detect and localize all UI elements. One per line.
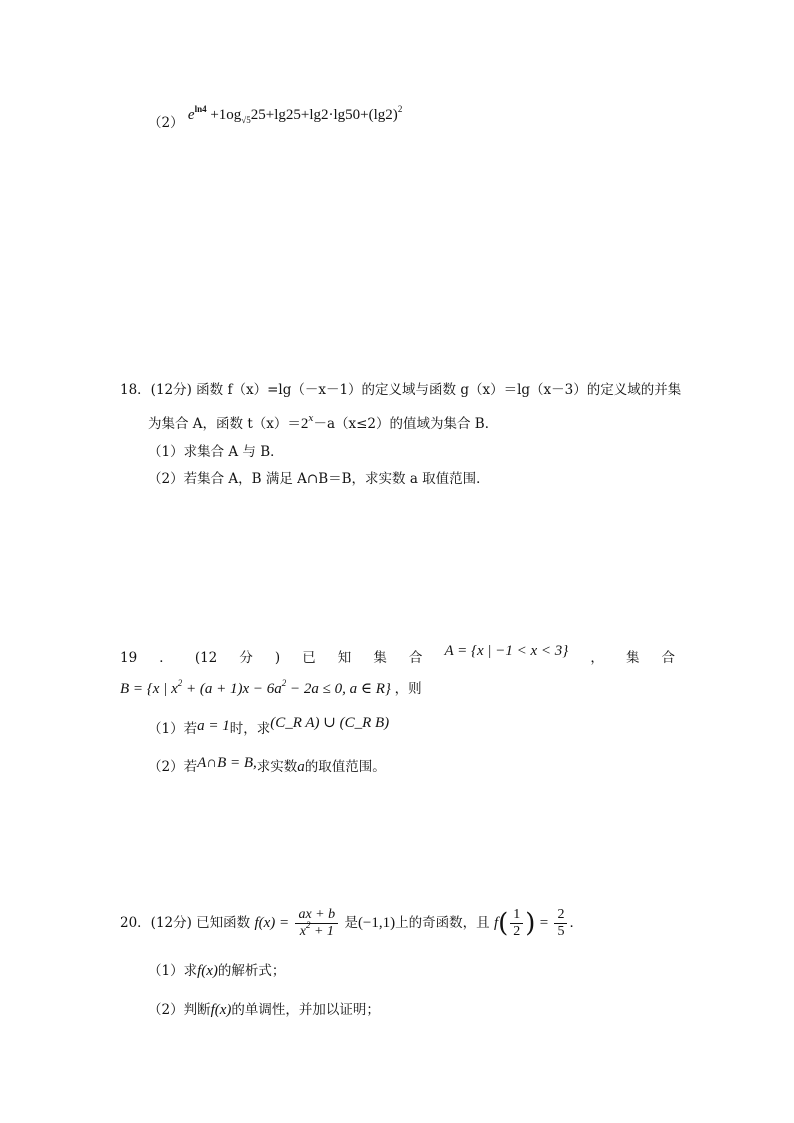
question-18-sub2: （2）若集合 A，B 满足 A∩B＝B，求实数 a 取值范围．: [148, 471, 490, 487]
question-19-set-b: B = {x | $x^2 + (a + 1)x - 6a^2 - 2a \le 0$, a ∈ R} ，则: [120, 678, 422, 697]
question-18-sub1: （1）求集合 A 与 B．: [148, 444, 284, 460]
function-f: f(x) =: [254, 915, 290, 931]
question-20-head: 20．(12分) 已知函数 f(x) = $\frac{ax + b}{x^2 + 1}$ 是(−1,1)上的奇函数，且 f( $\frac{1}{2}$ ) = $\frac{2}{5}$ ．: [120, 907, 583, 939]
part-label: （2）: [148, 115, 184, 131]
fraction-two-fifths: $\frac{2}{5}$: [554, 908, 567, 939]
question-20-sub2: （2）判断f(x)的单调性，并加以证明；: [148, 1002, 380, 1018]
question-20-sub1: （1）求f(x)的解析式；: [148, 963, 286, 979]
log-expression: $e^{ln4} +1og_{√5}25+\lg 25+\lg 2\cdot\lg 50+(\lg 2)^2$: [187, 104, 403, 125]
fraction-one-half: $\frac{1}{2}$: [510, 908, 523, 939]
question-18-line2: 为集合 A，函数 $t(x)=2^x-a(x\le 2)$的值域为集合 B．: [148, 414, 499, 432]
problem-17-part2: [148, 104, 403, 131]
set-a: A = {x | −1 < x < 3}: [444, 643, 569, 659]
question-19-head: 19 ． (12 分 ) 已 知 集 合 A = {x | −1 < x < 3} ， 集 合: [120, 643, 675, 666]
question-18-line1: 18．(12分) 函数 f（x）=lg（－x－1）的定义域与函数 g（x）＝lg（x－3）的定义域的并集: [120, 382, 682, 398]
question-19-sub2: （2）若A∩B = B,求实数a的取值范围。: [148, 755, 386, 775]
question-19-sub1: （1）若a = 1时，求(C_R A) ∪ (C_R B): [148, 715, 390, 737]
fraction-ax-b: $\frac{ax + b}{x^2 + 1}$: [295, 908, 338, 939]
